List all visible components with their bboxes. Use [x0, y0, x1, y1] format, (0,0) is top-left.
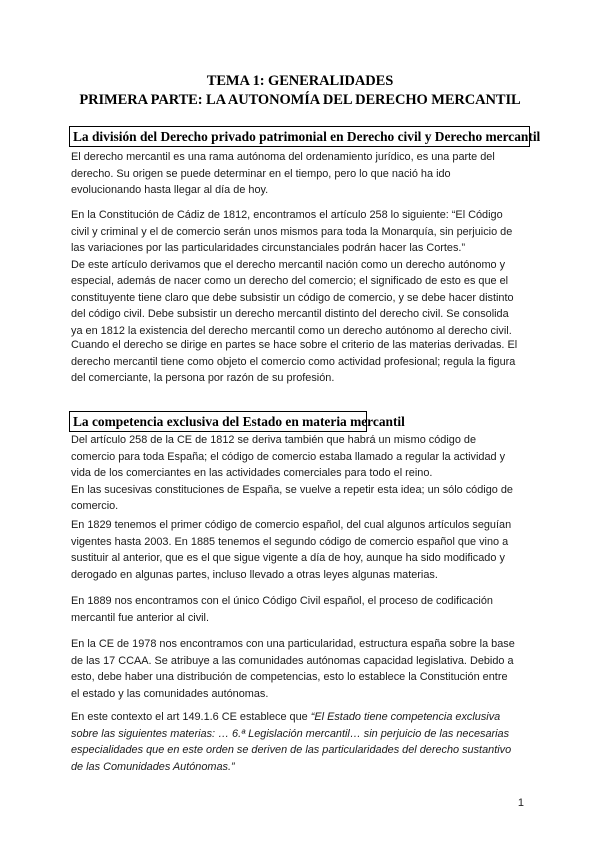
- paragraph: [71, 207, 535, 339]
- document-subtitle: PRIMERA PARTE: LA AUTONOMÍA DEL DERECHO MERCANTIL: [79, 92, 521, 108]
- quote-line: de las Comunidades Autónomas.”: [71, 760, 235, 773]
- section-heading-competencia: La competencia exclusiva del Estado en materia mercantil: [69, 411, 367, 432]
- text-line: civil y criminal y el de comercio serán unos mismos para toda la Monarquía, sin perjuicio de: [71, 225, 513, 238]
- text-line: el estado y las comunidades autónomas.: [71, 687, 269, 700]
- text-line: Del artículo 258 de la CE de 1812 se deriva también que habrá un mismo código de: [71, 434, 477, 446]
- text-line: Cuando el derecho se dirige en partes se hace sobre el criterio de las materias derivadas. El: [71, 339, 518, 351]
- paragraph-quote: [71, 709, 535, 775]
- text-line: derecho mercantil tiene como objeto el comercio como actividad profesional; regula la figura: [71, 355, 516, 368]
- text-line: En la Constitución de Cádiz de 1812, encontramos el artículo 258 lo siguiente: “El Código: [71, 209, 503, 221]
- page-number: 1: [517, 797, 524, 809]
- quote-line: especialidades que en este orden se deriven de las particularidades del derecho sustantivo: [71, 744, 512, 756]
- text-line: derogado en algunas partes, incluso llevado a otras leyes algunas materias.: [71, 568, 438, 581]
- text-line: del comerciante, la persona por razón de su profesión.: [71, 372, 335, 384]
- text-line: En 1829 tenemos el primer código de comercio español, del cual algunos artículos seguían: [71, 519, 512, 531]
- text-line: En 1889 nos encontramos con el único Código Civil español, el proceso de codificación: [71, 595, 493, 607]
- text-line: comercio para toda España; el código de comercio estaba llamado a regular la actividad y: [71, 450, 506, 463]
- text-plain: En este contexto el art 149.1.6 CE establece que: [71, 711, 311, 723]
- text-line: [71, 709, 535, 726]
- text-line: sustituir al anterior, que es el que sigue vigente a día de hoy, aunque ha sido modificado y: [71, 552, 505, 564]
- text-line: del código civil. Debe subsistir un derecho mercantil distinto del derecho civil. Se consolida: [71, 308, 509, 320]
- paragraph: [71, 337, 535, 387]
- text-line: de las 17 CCAA. Se atribuye a las comunidades autónomas capacidad legislativa. Debido a: [71, 654, 514, 667]
- text-line: En las sucesivas constituciones de España, se vuelve a repetir esta idea; un sólo código de: [71, 483, 513, 496]
- text-line: especial, además de nacer como un derecho del comercio; el significado de esto es que el: [71, 275, 509, 287]
- paragraph: [71, 432, 535, 515]
- paragraph: [71, 636, 535, 702]
- text-line: comercio.: [71, 500, 119, 512]
- text-line: En la CE de 1978 nos encontramos con una particularidad, estructura españa sobre la base: [71, 638, 515, 650]
- text-line: vigentes hasta 2003. En 1885 tenemos el segundo código de comercio español que vino a: [71, 535, 509, 548]
- text-line: esto, debe haber una distribución de competencias, esto lo establece la Constitución entre: [71, 671, 508, 683]
- text-line: mercantil fue anterior al civil.: [71, 611, 209, 624]
- text-line: vida de los comerciantes en las actividades comerciales para todo el reino.: [71, 467, 433, 479]
- text-line: De este artículo derivamos que el derecho mercantil nación como un derecho autónomo y: [71, 258, 506, 271]
- text-line: ya en 1812 la existencia del derecho mercantil como un derecho autónomo al derecho civil.: [71, 324, 512, 337]
- text-line: constituyente tiene claro que debe subsistir un código de comercio, y se debe hacer distinto: [71, 291, 514, 304]
- quote-text: “El Estado tiene competencia exclusiva: [310, 711, 501, 723]
- paragraph: [71, 593, 535, 626]
- text-line: evolucionando hasta llegar al día de hoy.: [71, 184, 269, 196]
- text-line: derecho. Su origen se puede determinar en el tiempo, pero lo que nació ha ido: [71, 167, 451, 180]
- section-heading-division: La división del Derecho privado patrimonial en Derecho civil y Derecho mercantil: [69, 126, 530, 147]
- document-title: TEMA 1: GENERALIDADES: [206, 73, 394, 89]
- text-line: El derecho mercantil es una rama autónoma del ordenamiento jurídico, es una parte del: [71, 151, 495, 163]
- paragraph: [71, 149, 535, 199]
- quote-line: sobre las siguientes materias: … 6.ª Legislación mercantil… sin perjuicio de las necesarias: [71, 727, 510, 740]
- paragraph: [71, 517, 535, 583]
- text-line: las variaciones por las particularidades circunstanciales podrán hacer las Cortes.”: [71, 242, 466, 254]
